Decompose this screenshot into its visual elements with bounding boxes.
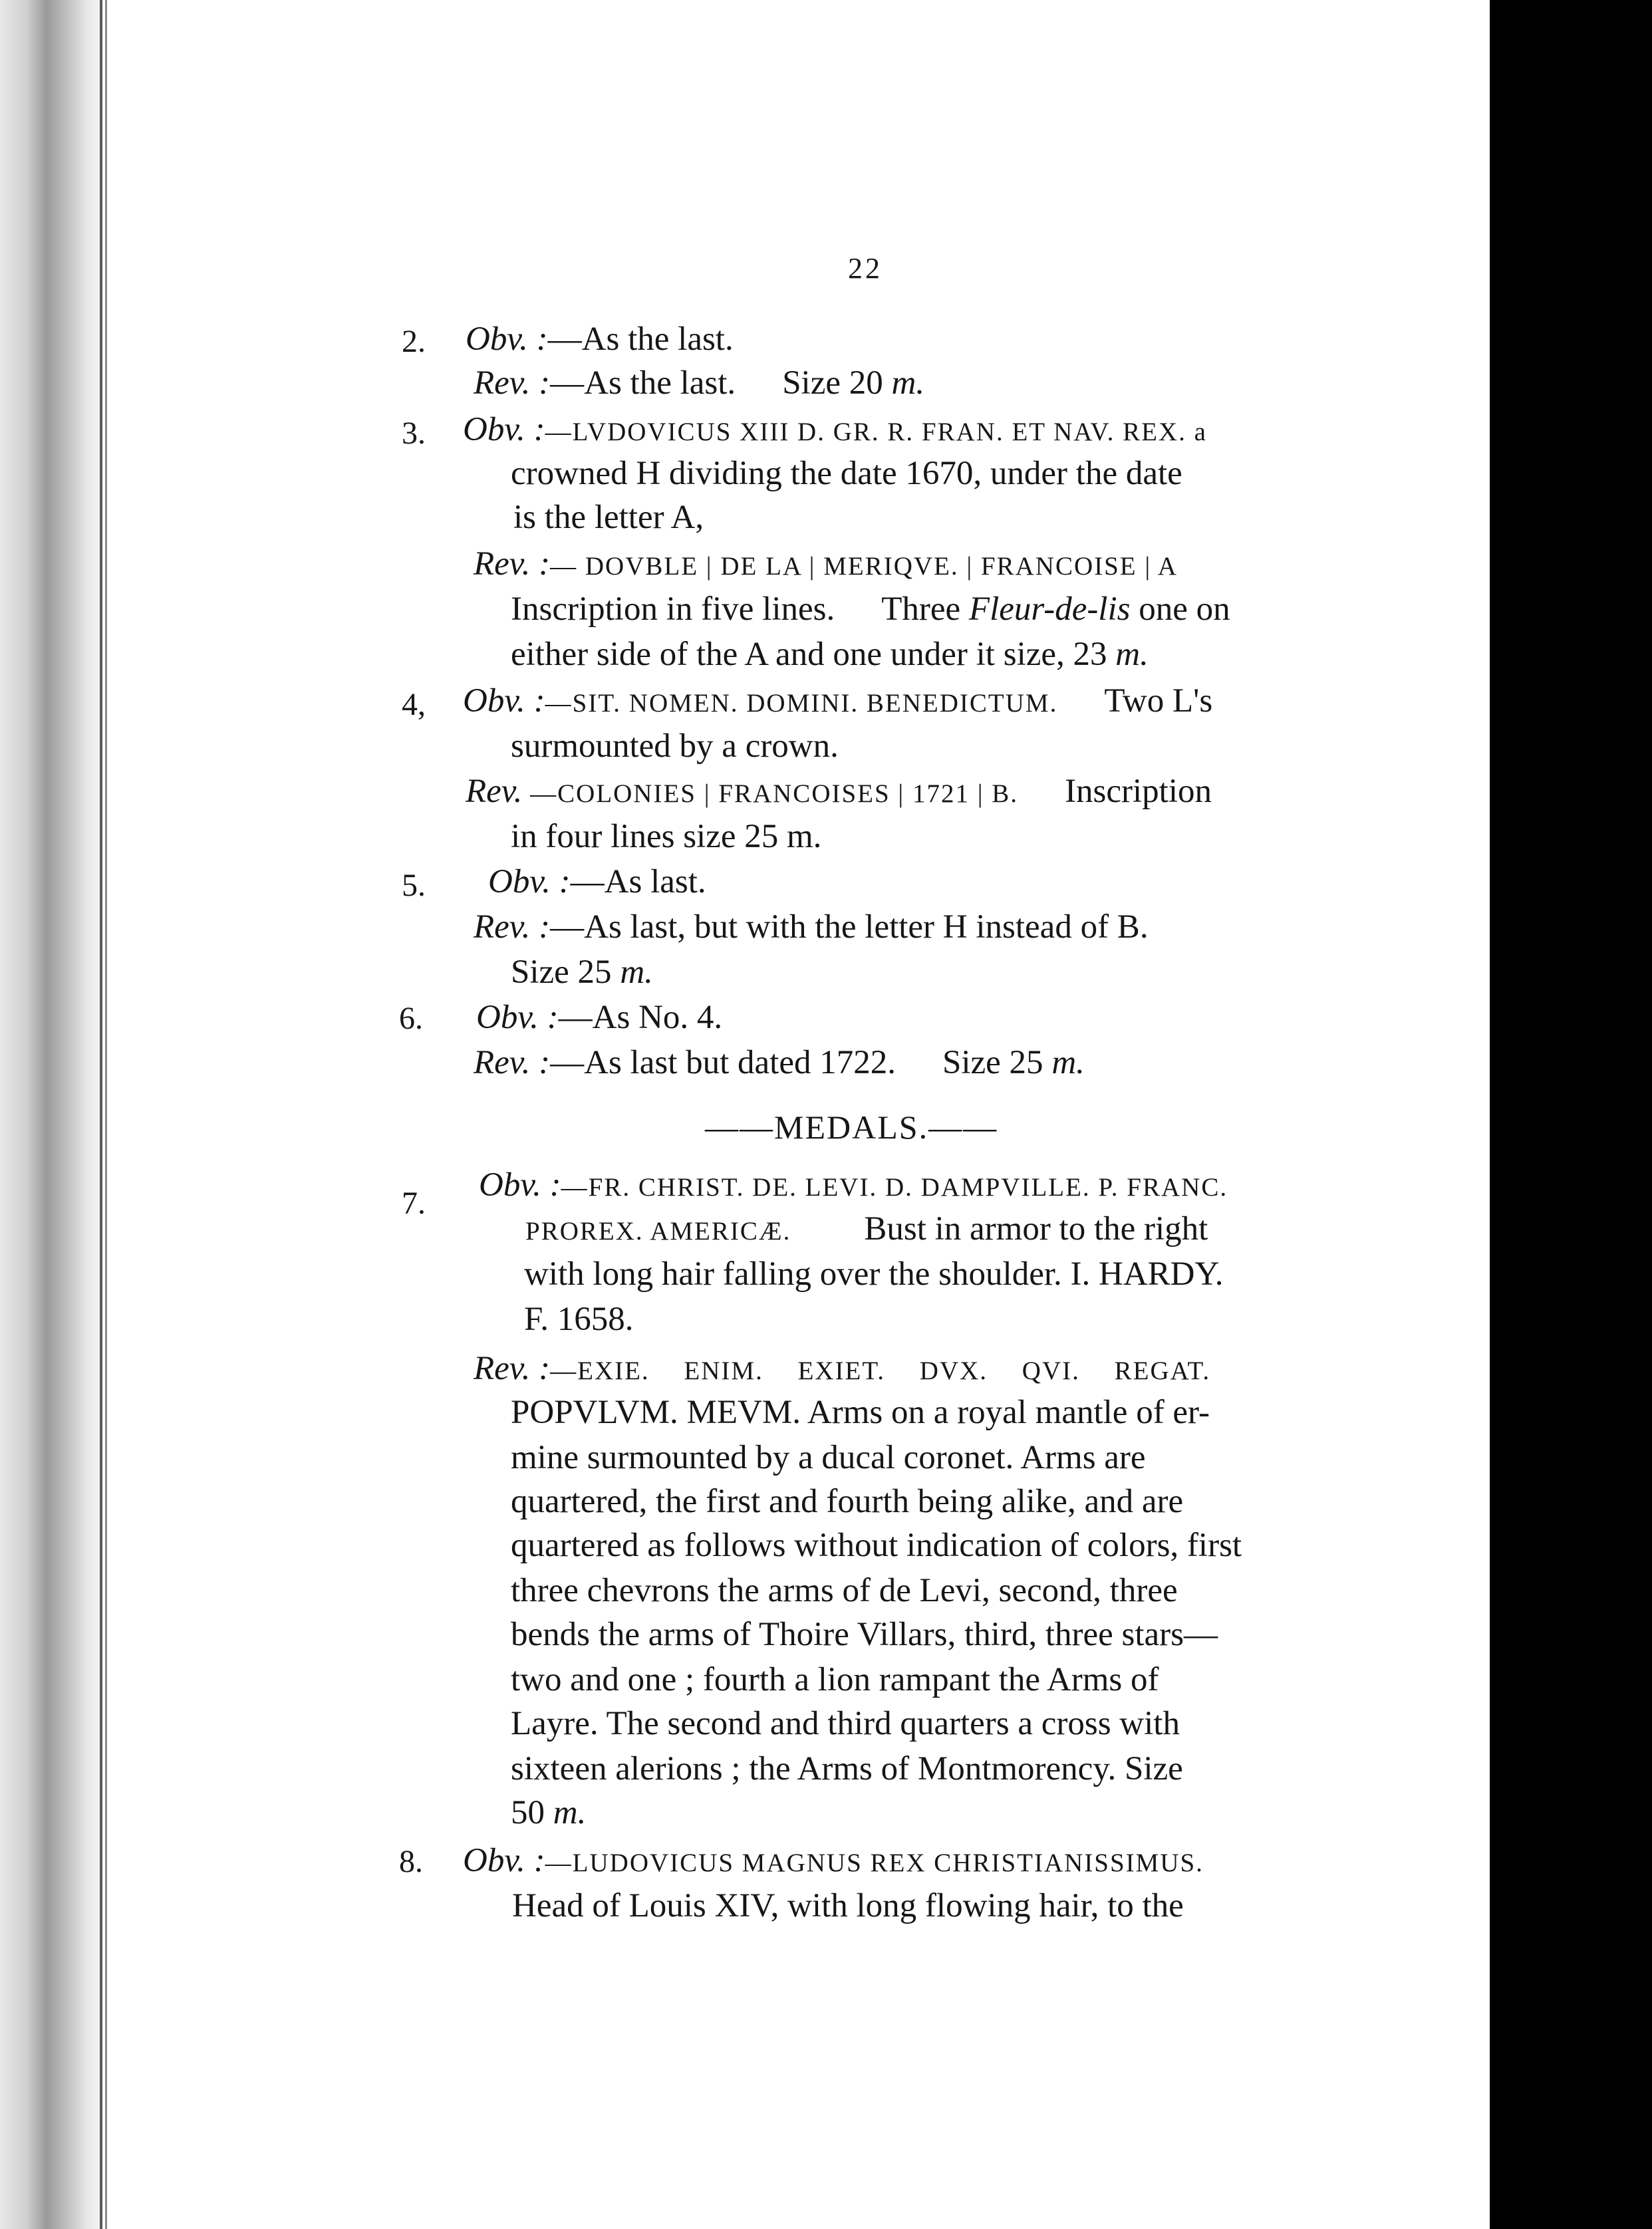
entry-text: with long hair falling over the shoulder. I. HARDY. — [524, 1255, 1224, 1293]
entry-text: mine surmounted by a ducal coronet. Arms are — [511, 1439, 1146, 1476]
entry-number: 3. — [402, 416, 426, 451]
entry-number: 6. — [399, 1001, 423, 1036]
entry-text: crowned H dividing the date 1670, under the date — [511, 455, 1182, 492]
entry-obverse: Obv. :—As No. 4. — [476, 999, 723, 1036]
entry-text: Inscription in five lines. Three Fleur-de-lis one on — [511, 590, 1230, 628]
entry-text: in four lines size 25 m. — [511, 818, 822, 855]
entry-obverse: Obv. :—SIT. NOMEN. DOMINI. BENEDICTUM. Two L's — [463, 682, 1213, 720]
entry-text: sixteen alerions ; the Arms of Montmorency. Size — [511, 1750, 1183, 1787]
entry-text: Layre. The second and third quarters a cross with — [511, 1705, 1180, 1742]
entry-text: Size 25 m. — [511, 954, 653, 991]
entry-reverse: Rev. :—As last, but with the letter H instead of B. — [474, 908, 1149, 946]
page-number: 22 — [848, 252, 883, 285]
section-heading: ——MEDALS.—— — [705, 1109, 998, 1146]
entry-text: 50 m. — [511, 1794, 587, 1831]
gutter-line — [105, 0, 107, 2229]
entry-text: POPVLVM. MEVM. Arms on a royal mantle of er- — [511, 1394, 1210, 1431]
entry-reverse: Rev. :—As the last. Size 20 m. — [474, 364, 925, 402]
entry-obverse: Obv. :—As the last. — [466, 321, 734, 358]
entry-text: F. 1658. — [524, 1301, 634, 1338]
entry-reverse: Rev. :—As last but dated 1722. Size 25 m. — [474, 1044, 1085, 1081]
entry-text: Head of Louis XIV, with long flowing hair, to the — [512, 1887, 1184, 1924]
entry-obverse: Obv. :—FR. CHRIST. DE. LEVI. D. DAMPVILLE. P. FRANC. — [479, 1166, 1228, 1204]
entry-text: two and one ; fourth a lion rampant the Arms of — [511, 1661, 1159, 1698]
entry-obverse: Obv. :—As last. — [488, 863, 706, 900]
entry-number: 8. — [399, 1844, 423, 1879]
entry-number: 5. — [402, 868, 426, 903]
entry-number: 2. — [402, 324, 426, 359]
entry-text: bends the arms of Thoire Villars, third, three stars— — [511, 1616, 1218, 1653]
entry-reverse: Rev. :— DOVBLE | DE LA | MERIQVE. | FRANCOISE | A — [474, 545, 1178, 583]
book-gutter-left — [0, 0, 100, 2229]
entry-text: quartered, the first and fourth being alike, and are — [511, 1483, 1184, 1520]
entry-reverse: Rev. —COLONIES | FRANCOISES | 1721 | B. Inscription — [466, 773, 1212, 810]
entry-text: either side of the A and one under it size, 23 m. — [511, 636, 1149, 673]
entry-obverse: Obv. :—LVDOVICUS XIII D. GR. R. FRAN. ET NAV. REX. a — [463, 411, 1207, 448]
entry-reverse: Rev. :—EXIE. ENIM. EXIET. DVX. QVI. REGAT. — [474, 1350, 1211, 1387]
entry-text: quartered as follows without indication of colors, first — [511, 1527, 1242, 1564]
entry-text: surmounted by a crown. — [511, 727, 839, 765]
entry-number: 4, — [402, 687, 426, 722]
entry-text: PROREX. AMERICÆ. Bust in armor to the right — [525, 1210, 1208, 1247]
page-edge-right — [1490, 0, 1652, 2229]
gutter-line — [100, 0, 102, 2229]
entry-text: is the letter A, — [513, 499, 704, 536]
entry-obverse: Obv. :—LUDOVICUS MAGNUS REX CHRISTIANISSIMUS. — [463, 1842, 1204, 1879]
entry-number: 7. — [402, 1186, 426, 1221]
entry-text: three chevrons the arms of de Levi, second, three — [511, 1572, 1178, 1609]
